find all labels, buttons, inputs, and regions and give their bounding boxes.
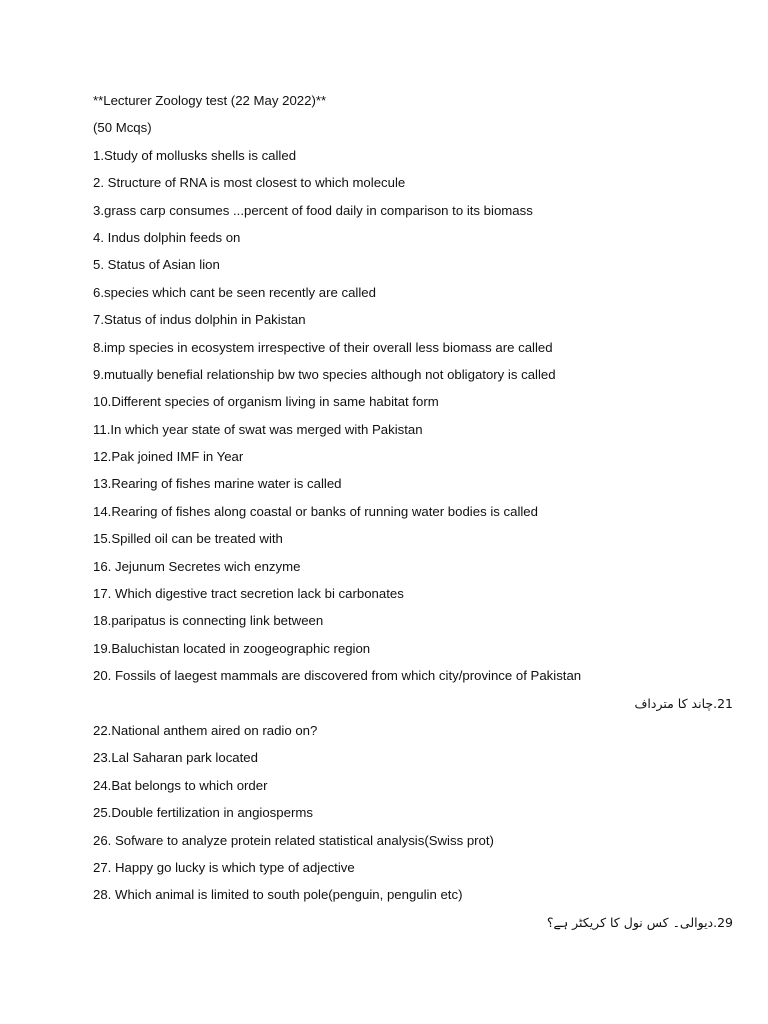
- question-4: 4. Indus dolphin feeds on: [93, 229, 241, 245]
- question-2: 2. Structure of RNA is most closest to which molecule: [93, 175, 406, 191]
- document-title: **Lecturer Zoology test (22 May 2022)**: [93, 93, 327, 108]
- document-page: [93, 87, 733, 936]
- question-7: 7.Status of indus dolphin in Pakistan: [93, 312, 306, 328]
- question-14: 14.Rearing of fishes along coastal or banks of running water bodies is called: [93, 503, 538, 519]
- question-10: 10.Different species of organism living in same habitat form: [93, 394, 439, 410]
- question-25: 25.Double fertilization in angiosperms: [93, 805, 313, 821]
- question-27: 27. Happy go lucky is which type of adjective: [93, 859, 355, 875]
- question-23: 23.Lal Saharan park located: [93, 750, 258, 766]
- question-15: 15.Spilled oil can be treated with: [93, 531, 283, 547]
- question-19: 19.Baluchistan located in zoogeographic region: [93, 640, 371, 656]
- question-8: 8.imp species in ecosystem irrespective of their overall less biomass are called: [93, 339, 553, 355]
- question-22: 22.National anthem aired on radio on?: [93, 722, 318, 738]
- question-18: 18.paripatus is connecting link between: [93, 613, 324, 629]
- question-11: 11.In which year state of swat was merged with Pakistan: [93, 421, 423, 437]
- question-28: 28. Which animal is limited to south pole(penguin, pengulin etc): [93, 887, 463, 903]
- question-5: 5. Status of Asian lion: [93, 257, 220, 273]
- question-29: 29.دیوالی۔ کس نول کا کریکٹر ہے؟: [546, 914, 733, 930]
- question-20: 20. Fossils of laegest mammals are discovered from which city/province of Pakistan: [93, 668, 582, 684]
- question-26: 26. Sofware to analyze protein related statistical analysis(Swiss prot): [93, 832, 494, 848]
- question-1: 1.Study of mollusks shells is called: [93, 147, 297, 163]
- question-6: 6.species which cant be seen recently are called: [93, 284, 376, 300]
- question-16: 16. Jejunum Secretes wich enzyme: [93, 558, 301, 574]
- question-13: 13.Rearing of fishes marine water is called: [93, 476, 342, 492]
- question-9: 9.mutually benefial relationship bw two species although not obligatory is called: [93, 366, 556, 382]
- question-3: 3.grass carp consumes ...percent of food daily in comparison to its biomass: [93, 202, 533, 218]
- question-12: 12.Pak joined IMF in Year: [93, 449, 244, 465]
- question-24: 24.Bat belongs to which order: [93, 777, 268, 793]
- question-21: 21.چاند کا مترداف: [634, 695, 733, 711]
- document-subtitle: (50 Mcqs): [93, 120, 152, 136]
- question-17: 17. Which digestive tract secretion lack bi carbonates: [93, 586, 404, 602]
